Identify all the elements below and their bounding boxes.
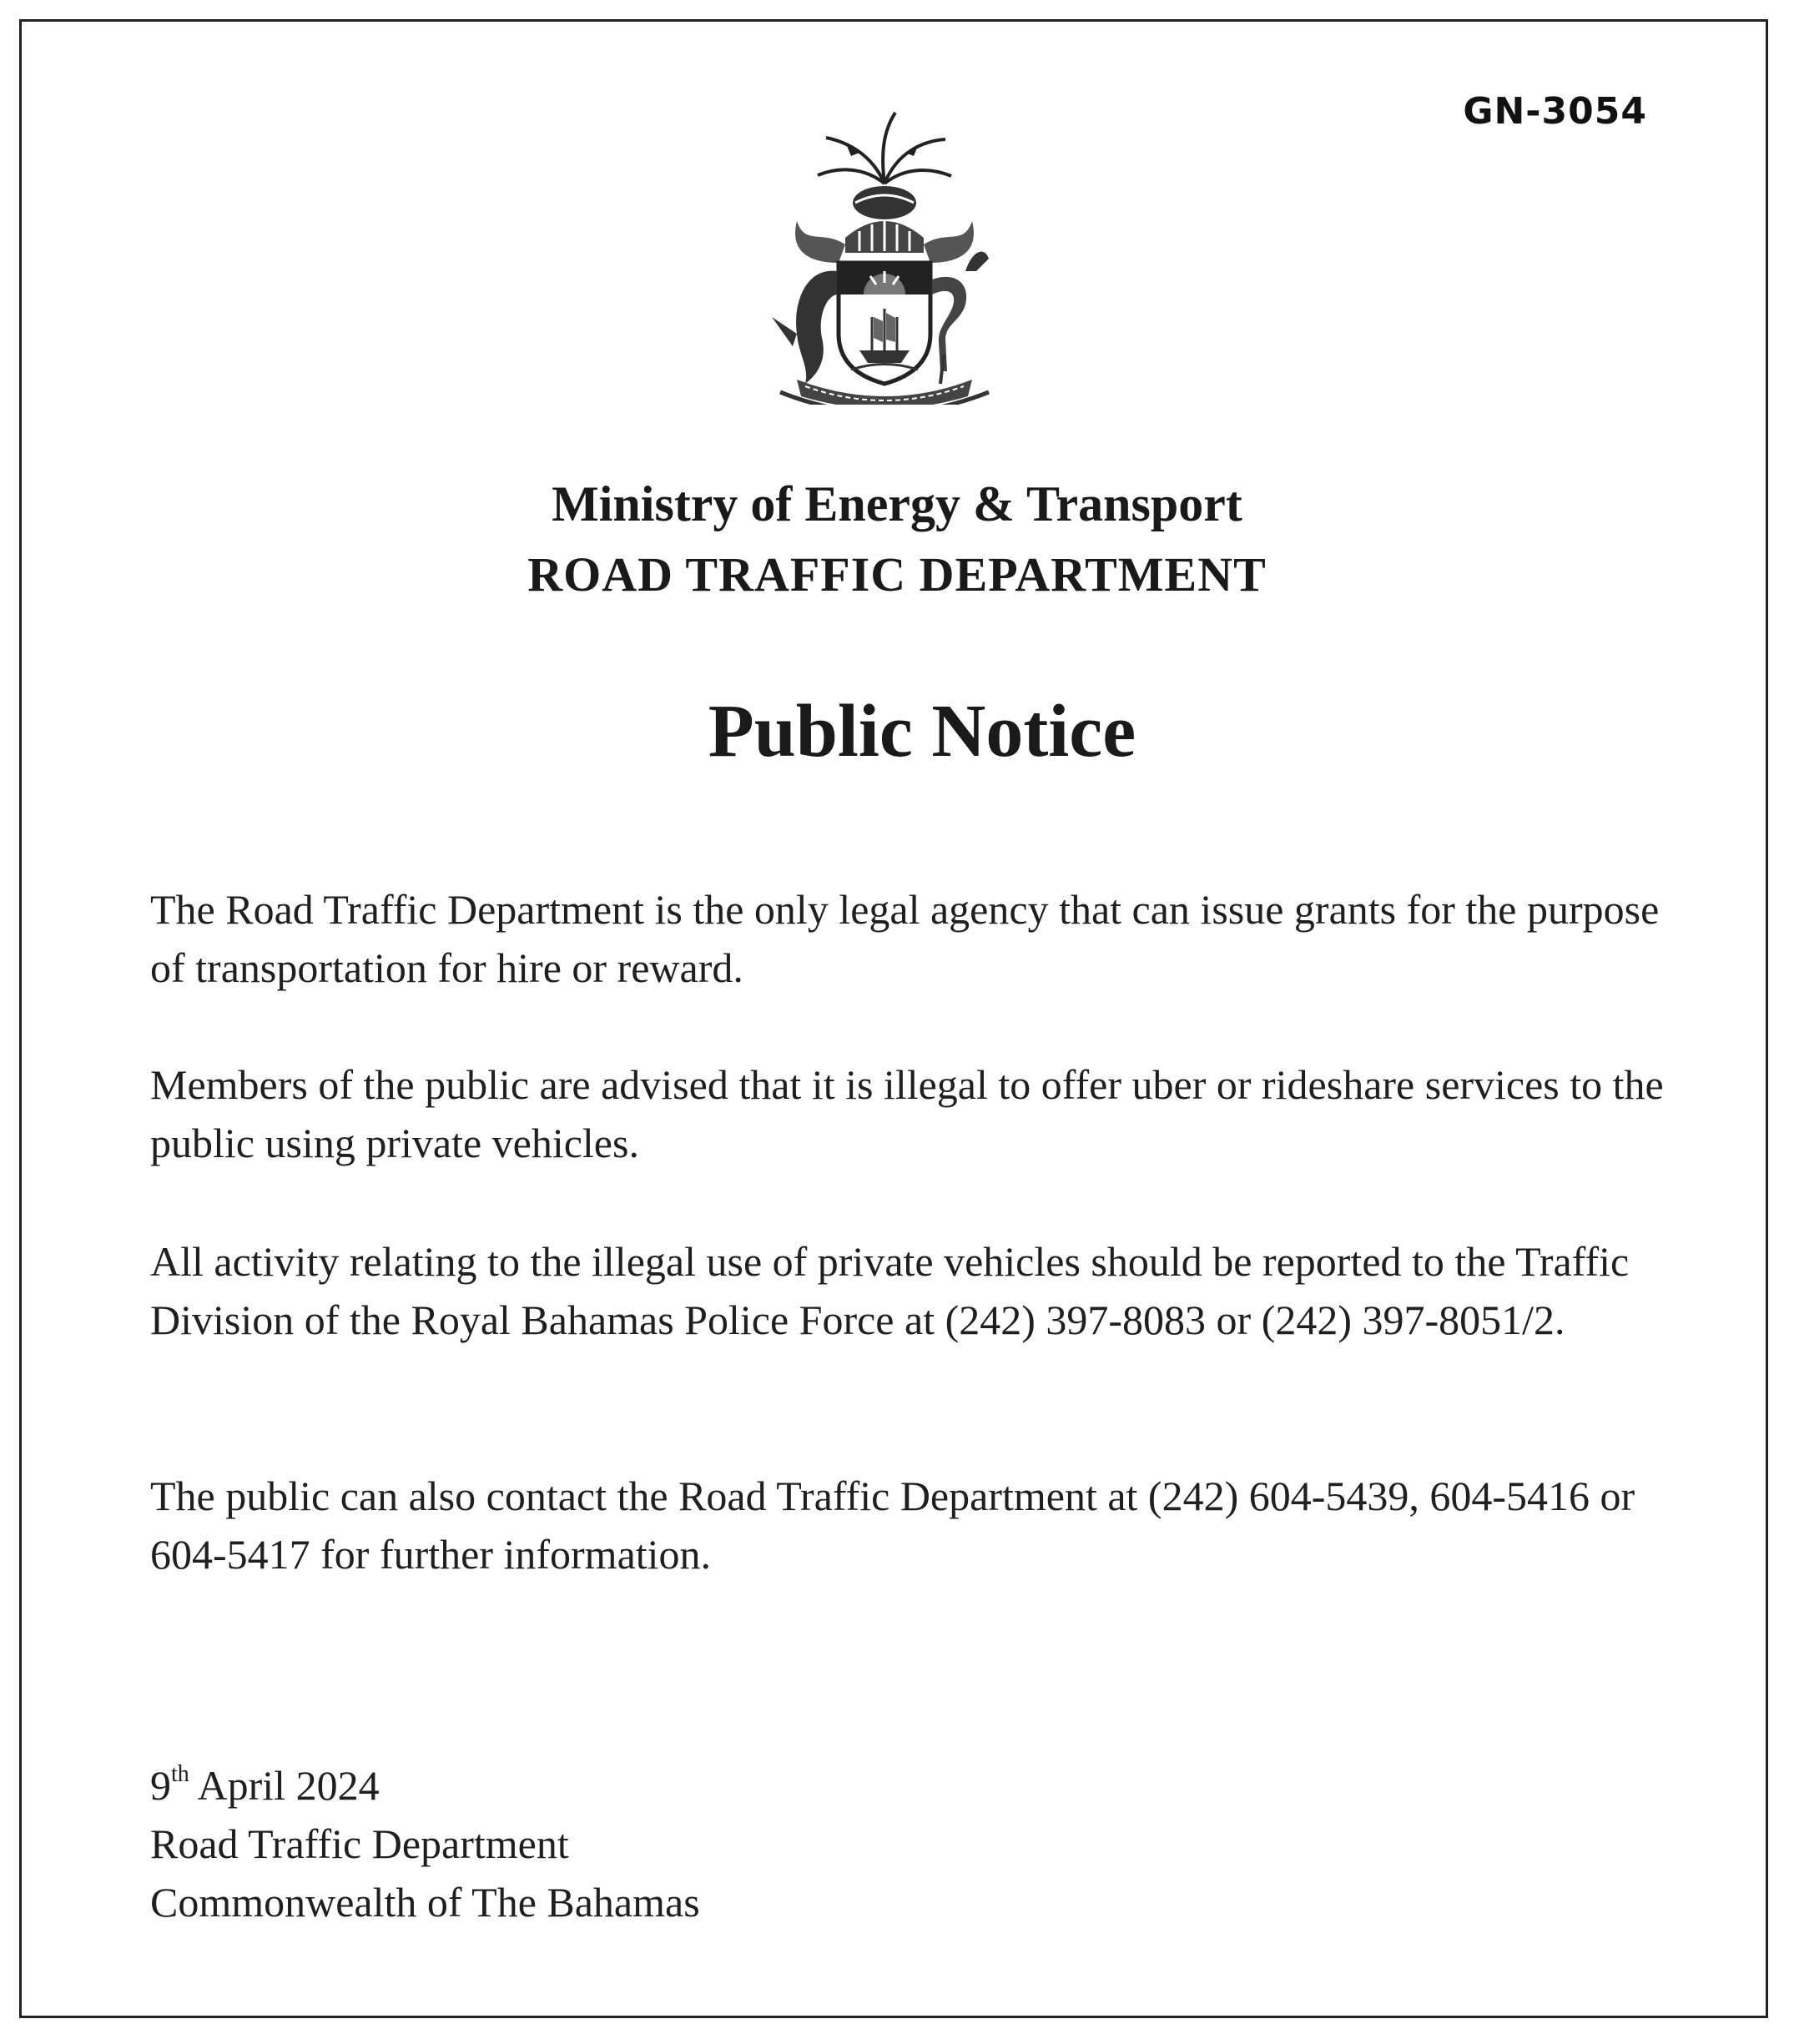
notice-date (150, 1756, 700, 1815)
notice-paragraph: All activity relating to the illegal use of private vehicles should be reported to the Traffic Division of the Royal Bahamas Police Force at (242) 397-8083 or (242) 397-8051/2. (150, 1238, 1630, 1343)
notice-paragraph: Members of the public are advised that it is illegal to offer uber or rideshare services to the public using private vehicles. (150, 1061, 1664, 1166)
notice-paragraph: The Road Traffic Department is the only legal agency that can issue grants for the purpose of transportation for hire or reward. (150, 886, 1660, 991)
signature-organization: Road Traffic Department (150, 1820, 569, 1867)
signature-block (150, 1756, 700, 1931)
department-name: ROAD TRAFFIC DEPARTMENT (527, 547, 1267, 602)
date-month-year: April 2024 (189, 1762, 380, 1809)
notice-paragraph: The public can also contact the Road Traffic Department at (242) 604-5439, 604-5416 or 604-5417 for further information. (150, 1473, 1635, 1578)
ministry-name: Ministry of Energy & Transport (552, 476, 1242, 531)
signature-country: Commonwealth of The Bahamas (150, 1879, 700, 1926)
date-suffix: th (171, 1761, 189, 1787)
date-day: 9 (150, 1762, 171, 1809)
notice-title: Public Notice (708, 690, 1136, 773)
notice-reference-code: GN-3054 (1463, 90, 1647, 133)
coat-of-arms-icon (747, 104, 1022, 405)
